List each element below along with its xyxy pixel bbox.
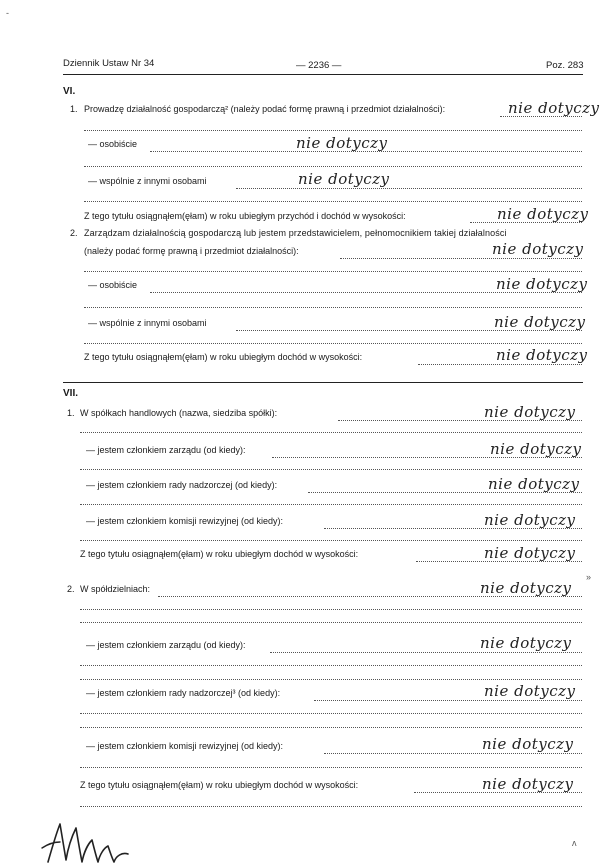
vii-item2-zarzad-blank-line-2 — [80, 679, 582, 680]
vii-item2-rada-blank-line-1 — [80, 713, 582, 714]
corner-mark: - — [6, 8, 9, 18]
vii-item1-text: W spółkach handlowych (nazwa, siedziba spółki): — [80, 408, 278, 418]
vi-item2-fill-line — [340, 258, 582, 259]
vi-item2-income-text: Z tego tytułu osiągnąłem(ęłam) w roku ubiegłym dochód w wysokości: — [84, 352, 363, 362]
vi-item1-blank-line — [84, 130, 582, 131]
vii-item2-zarzad-answer: nie dotyczy — [480, 634, 572, 652]
vii-item2-zarzad-label: — jestem członkiem zarządu (od kiedy): — [86, 640, 246, 650]
vii-item1-zarzad-label: — jestem członkiem zarządu (od kiedy): — [86, 445, 246, 455]
journal-title: Dziennik Ustaw Nr 34 — [63, 58, 155, 69]
header-rule — [63, 74, 583, 75]
vi-item2-handwritten-answer: nie dotyczy — [492, 240, 584, 258]
vi-item1-osobiscie-answer: nie dotyczy — [296, 134, 388, 152]
vi-item2-income-answer: nie dotyczy — [496, 346, 588, 364]
vi-item2-wspolnie-blank-line — [84, 343, 582, 344]
vii-item1-komisja-blank-line — [80, 540, 582, 541]
vi-item2-income-line — [418, 364, 582, 365]
vi-item1-number: 1. — [70, 104, 78, 114]
vii-item2-komisja-label: — jestem członkiem komisji rewizyjnej (od kiedy): — [86, 741, 284, 751]
vii-item2-rada-answer: nie dotyczy — [484, 682, 576, 700]
section-vi-heading: VI. — [63, 86, 76, 97]
vi-item2-text-line1: Zarządzam działalnością gospodarczą lub jestem przedstawicielem, pełnomocnikiem takiej działalności — [84, 228, 507, 238]
section-vii-heading: VII. — [63, 388, 79, 399]
vii-item1-rada-blank-line — [80, 504, 582, 505]
margin-mark: » — [586, 572, 592, 582]
bottom-corner-mark: ʌ — [572, 838, 577, 848]
vi-item1-text: Prowadzę działalność gospodarczą² (należy podać formę prawną i przedmiot działalności): — [84, 104, 446, 114]
vi-item1-wspolnie-answer: nie dotyczy — [298, 170, 390, 188]
vii-item1-income-answer: nie dotyczy — [484, 544, 576, 562]
vi-item2-wspolnie-label: — wspólnie z innymi osobami — [88, 318, 207, 328]
vii-item2-text: W spółdzielniach: — [80, 584, 151, 594]
vi-item1-wspolnie-blank-line — [84, 201, 582, 202]
vi-item1-income-text: Z tego tytułu osiągnąłem(ęłam) w roku ubiegłym przychód i dochód w wysokości: — [84, 211, 406, 221]
vi-item2-blank-line — [84, 271, 582, 272]
page-number: — 2236 — — [296, 60, 342, 71]
vi-item2-osobiscie-answer: nie dotyczy — [496, 275, 588, 293]
vii-item2-komisja-line — [324, 753, 582, 754]
vii-item1-blank-line — [80, 432, 582, 433]
vii-item1-zarzad-blank-line — [80, 469, 582, 470]
vii-item2-income-blank-line — [80, 806, 582, 807]
vii-item2-zarzad-blank-line-1 — [80, 665, 582, 666]
section-divider — [63, 382, 583, 383]
vii-item1-handwritten-answer: nie dotyczy — [484, 403, 576, 421]
vi-item1-wspolnie-label: — wspólnie z innymi osobami — [88, 176, 207, 186]
vi-item1-wspolnie-line — [236, 188, 582, 189]
vii-item1-komisja-label: — jestem członkiem komisji rewizyjnej (od kiedy): — [86, 516, 284, 526]
vi-item2-osobiscie-label: — osobiście — [88, 280, 138, 290]
vii-item2-rada-label: — jestem członkiem rady nadzorczej³ (od kiedy): — [86, 688, 281, 698]
signature-initials — [38, 818, 148, 866]
vi-item2-text-line2: (należy podać formę prawną i przedmiot działalności): — [84, 246, 299, 256]
vi-item2-number: 2. — [70, 228, 78, 238]
vii-item2-handwritten-answer: nie dotyczy — [480, 579, 572, 597]
vii-item2-income-text: Z tego tytułu osiągnąłem(ęłam) w roku ubiegłym dochód w wysokości: — [80, 780, 359, 790]
vii-item2-blank-line-2 — [80, 622, 582, 623]
vi-item1-handwritten-answer: nie dotyczy — [508, 99, 600, 117]
vii-item1-number: 1. — [67, 408, 75, 418]
vii-item1-komisja-answer: nie dotyczy — [484, 511, 576, 529]
vii-item2-blank-line-1 — [80, 609, 582, 610]
vi-item2-wspolnie-answer: nie dotyczy — [494, 313, 586, 331]
vii-item2-komisja-blank-line — [80, 767, 582, 768]
vii-item2-number: 2. — [67, 584, 75, 594]
vi-item1-income-answer: nie dotyczy — [497, 205, 589, 223]
vi-item2-osobiscie-blank-line — [84, 307, 582, 308]
vii-item2-rada-blank-line-2 — [80, 727, 582, 728]
vii-item2-income-answer: nie dotyczy — [482, 775, 574, 793]
vii-item2-rada-line — [314, 700, 582, 701]
vi-item1-osobiscie-blank-line — [84, 166, 582, 167]
vii-item2-zarzad-line — [270, 652, 582, 653]
vii-item2-komisja-answer: nie dotyczy — [482, 735, 574, 753]
vii-item1-zarzad-answer: nie dotyczy — [490, 440, 582, 458]
vii-item1-rada-answer: nie dotyczy — [488, 475, 580, 493]
vii-item1-rada-label: — jestem członkiem rady nadzorczej (od kiedy): — [86, 480, 278, 490]
vi-item1-osobiscie-label: — osobiście — [88, 139, 138, 149]
position-number: Poz. 283 — [546, 60, 584, 71]
vii-item1-income-text: Z tego tytułu osiągnąłem(ęłam) w roku ubiegłym dochód w wysokości: — [80, 549, 359, 559]
